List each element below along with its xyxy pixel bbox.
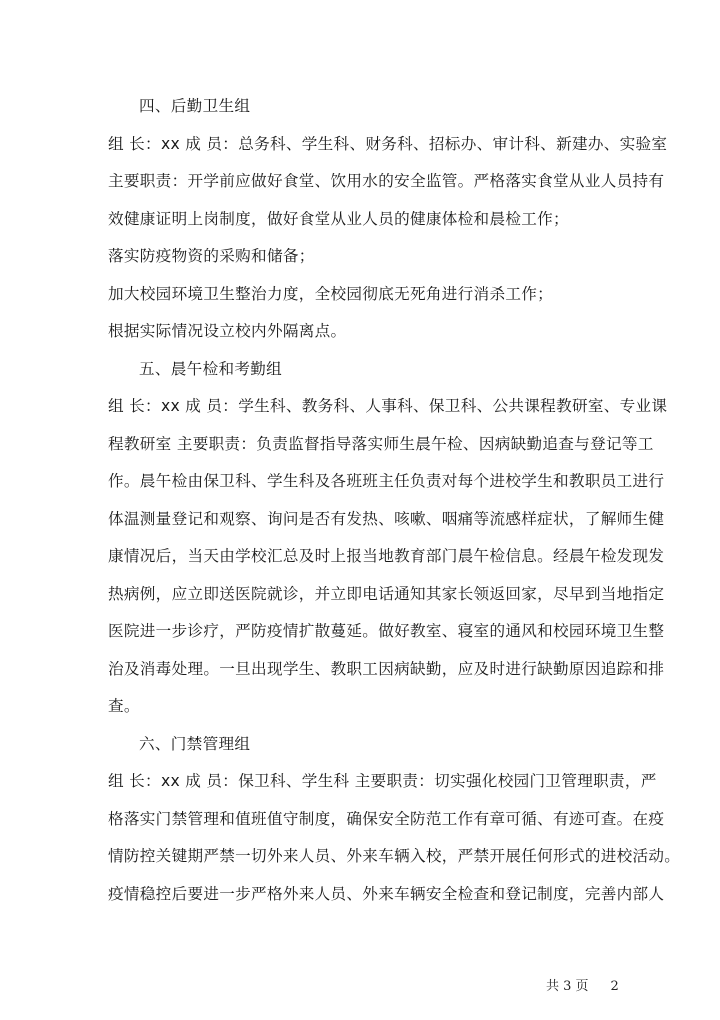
paragraph-line: 作。晨午检由保卫科、学生科及各班班主任负责对每个进校学生和教职员工进行 [108, 472, 665, 490]
section-heading: 六、门禁管理组 [139, 734, 251, 753]
paragraph-line: 康情况后，当天由学校汇总及时上报当地教育部门晨午检信息。经晨午检发现发 [108, 547, 665, 565]
paragraph-line: 情防控关键期严禁一切外来人员、外来车辆入校，严禁开展任何形式的进校活动。 [108, 847, 681, 865]
paragraph-line: 落实防疫物资的采购和储备； [108, 247, 315, 265]
paragraph-line: 格落实门禁管理和值班值守制度，确保安全防范工作有章可循、有迹可查。在疫 [108, 809, 665, 828]
total-pages-label: 共 3 页 [546, 979, 589, 994]
paragraph-line: 组 长：xx 成 员：保卫科、学生科 主要职责：切实强化校园门卫管理职责，严 [108, 772, 657, 790]
paragraph-line: 组 长：xx 成 员：总务科、学生科、财务科、招标办、审计科、新建办、实验室 [108, 134, 668, 153]
section-heading: 四、后勤卫生组 [139, 97, 251, 115]
paragraph-line: 加大校园环境卫生整治力度，全校园彻底无死角进行消杀工作； [108, 284, 554, 303]
paragraph-line: 组 长：xx 成 员：学生科、教务科、人事科、保卫科、公共课程教研室、专业课 [108, 397, 668, 415]
paragraph-line: 效健康证明上岗制度，做好食堂从业人员的健康体检和晨检工作； [108, 209, 569, 228]
paragraph-line: 治及消毒处理。一旦出现学生、教职工因病缺勤，应及时进行缺勤原因追踪和排 [108, 659, 665, 678]
paragraph-line: 疫情稳控后要进一步严格外来人员、外来车辆安全检查和登记制度，完善内部人 [108, 884, 665, 903]
section-heading: 五、晨午检和考勤组 [139, 359, 283, 378]
paragraph-line: 主要职责：开学前应做好食堂、饮用水的安全监管。严格落实食堂从业人员持有 [108, 172, 665, 190]
paragraph-line: 查。 [108, 697, 140, 715]
page-footer [546, 975, 619, 994]
paragraph-line: 程教研室 主要职责：负责监督指导落实师生晨午检、因病缺勤追查与登记等工 [108, 434, 654, 453]
paragraph-line: 体温测量登记和观察、询问是否有发热、咳嗽、咽痛等流感样症状，了解师生健 [108, 509, 665, 528]
paragraph-line: 热病例，应立即送医院就诊，并立即电话通知其家长领返回家，尽早到当地指定 [108, 584, 665, 603]
paragraph-line: 根据实际情况设立校内外隔离点。 [108, 322, 347, 340]
document-body [108, 88, 681, 913]
paragraph-line: 医院进一步诊疗，严防疫情扩散蔓延。做好教室、寝室的通风和校园环境卫生整 [108, 622, 665, 640]
page-number: 2 [610, 979, 619, 994]
